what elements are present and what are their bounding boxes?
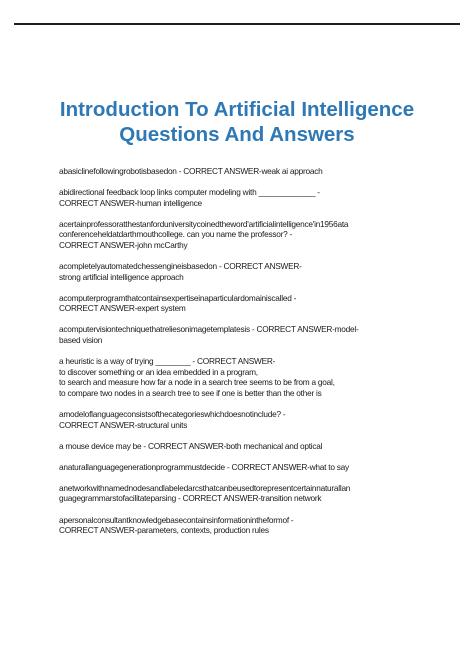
qa-item [59, 515, 459, 536]
qa-text-line: acomputervisiontechniquethatreliesonimagetemplatesis - CORRECT ANSWER-model- [59, 324, 359, 335]
qa-text-line: to discover something or an idea embedded in a program, [59, 366, 258, 377]
qa-text-line: acompletelyautomatedchessengineisbasedon - CORRECT ANSWER- [59, 261, 302, 272]
qa-item [59, 324, 459, 345]
header-rule [14, 23, 460, 25]
qa-item [59, 293, 459, 314]
title-line: Questions And Answers [119, 123, 355, 146]
qa-item [59, 219, 459, 251]
qa-item [59, 441, 459, 452]
qa-text-line: guagegrammarstofacilitateparsing - CORRECT ANSWER-transition network [59, 493, 322, 504]
qa-text-line: based vision [59, 335, 103, 346]
title-line: Introduction To Artificial Intelligence [59, 98, 415, 121]
qa-item [59, 462, 459, 473]
qa-text-line: CORRECT ANSWER-expert system [59, 303, 186, 314]
qa-text-line: to search and measure how far a node in a search tree seems to be from a goal, [59, 377, 335, 388]
qa-text-line: a heuristic is a way of trying ________ - CORRECT ANSWER- [59, 356, 276, 367]
qa-item [59, 187, 459, 208]
qa-text-line: a mouse device may be - CORRECT ANSWER-both mechanical and optical [59, 440, 323, 451]
qa-item [59, 483, 459, 504]
qa-item [59, 261, 459, 282]
qa-item [59, 409, 459, 430]
qa-text-line: apersonalconsultantknowledgebasecontainsinformationintheformof - [59, 514, 294, 525]
qa-text-line: acertainprofessoratthestanforduniversitycoinedtheword'artificialintelligence'in1956ata [59, 218, 349, 229]
qa-text-line: acomputerprogramthatcontainsexpertiseinaparticulardomainiscalled - [59, 292, 297, 303]
qa-text-line: anaturallanguagegenerationprogrammustdecide - CORRECT ANSWER-what to say [59, 461, 349, 472]
qa-text-line: abidirectional feedback loop links computer modeling with _____________ - [59, 187, 320, 198]
qa-item [59, 356, 459, 398]
page-title [30, 97, 444, 147]
qa-text-line: conferenceheldatdarthmouthcollege. can you name the professor? - [59, 229, 293, 240]
qa-list [59, 166, 459, 546]
qa-text-line: abasiclinefollowingrobotisbasedon - CORRECT ANSWER-weak ai approach [59, 166, 323, 176]
qa-text-line: anetworkwithnamednodesandlabeledarcsthatcanbeusedtorepresentcertainnaturallan [59, 482, 351, 493]
qa-text-line: strong artificial intelligence approach [59, 271, 184, 282]
qa-text-line: CORRECT ANSWER-parameters, contexts, production rules [59, 525, 269, 536]
qa-text-line: to compare two nodes in a search tree to see if one is better than the other is [59, 387, 322, 398]
qa-text-line: CORRECT ANSWER-john mcCarthy [59, 239, 188, 250]
qa-text-line: CORRECT ANSWER-human intelligence [59, 197, 202, 208]
qa-item [59, 166, 459, 177]
qa-text-line: CORRECT ANSWER-structural units [59, 419, 188, 430]
qa-text-line: amodeloflanguageconsistsofthecategorieswhichdoesnotinclude? - [59, 409, 286, 419]
